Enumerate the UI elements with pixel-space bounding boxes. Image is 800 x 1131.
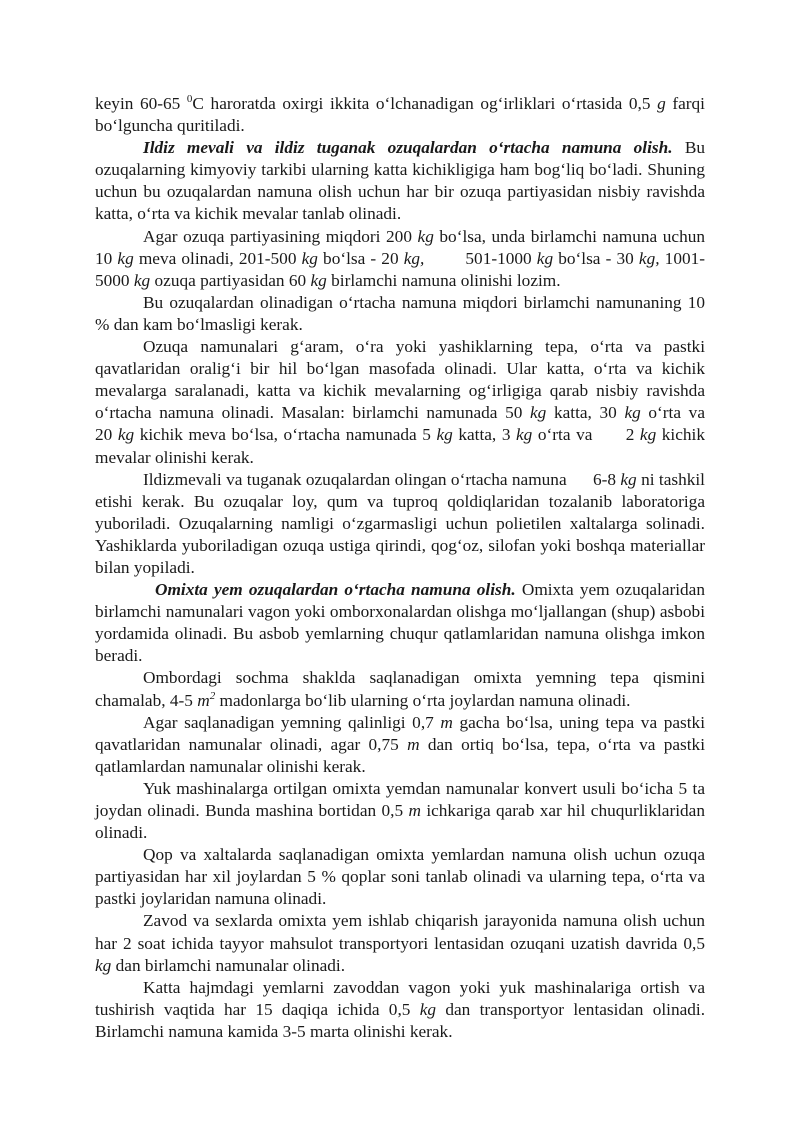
unit: kg, <box>638 248 660 268</box>
unit: kg, <box>403 248 425 268</box>
degree-superscript: 0 <box>186 93 193 106</box>
text: bo‘lsa, unda birlamchi namuna uchun 10 <box>95 226 705 268</box>
square-superscript: 2 <box>209 689 216 702</box>
unit: kg <box>301 248 318 268</box>
unit: g <box>657 94 666 113</box>
text: katta, 30 <box>546 403 625 423</box>
paragraph-drying <box>95 93 705 137</box>
unit: m <box>408 801 421 820</box>
unit: kg <box>530 403 547 423</box>
unit: m <box>197 690 210 710</box>
unit: kg <box>536 248 554 268</box>
paragraph-root-crops <box>95 137 705 225</box>
text: ozuqa partiyasidan 60 <box>150 270 311 290</box>
paragraph-thickness <box>95 712 705 778</box>
text: gacha bo‘lsa, uning tepa va pastki qavatlaridan namunalar olinadi, agar 0,75 <box>95 712 705 754</box>
unit: kg <box>133 270 151 290</box>
document-page <box>95 93 731 1043</box>
unit: kg <box>624 403 641 423</box>
text: o‘rta va 20 <box>95 403 731 445</box>
text: keyin 60-65 <box>95 94 187 113</box>
paragraph-batch-size <box>95 226 705 292</box>
text: farqi bo‘lguncha quritiladi. <box>95 94 705 136</box>
paragraph-trucks <box>95 778 705 844</box>
text: Omixta yem ozuqalaridan birlamchi namunalari vagon yoki omborxonalardan olishga mo‘ljallangan (shup) asbobi yordamida olinadi. Bu asbob yemlarning chuqur qatlamlaridan namuna olishga imkon beradi. <box>95 580 705 666</box>
text: meva olinadi, 201-500 <box>133 248 302 268</box>
text: Bu ozuqalarning kimyoviy tarkibi ularning katta kichikligiga ham bog‘liq bo‘ladi. Shuning uchun bu ozuqalardan namuna olish uchun har bir ozuqa partiyasidan nisbiy ravishda katta, o‘rta va kichik mevalar tanlab olinadi. <box>95 138 705 224</box>
paragraph-warehouse <box>95 667 705 711</box>
paragraph-bags: Qop va xaltalarda saqlanadigan omixta yemlardan namuna olish uchun ozuqa partiyasidan har xil joylardan 5 % qoplar soni tanlab olinadi va ularning tepa, o‘rta va pastki joylaridan namuna olinadi. <box>95 845 705 909</box>
text: 501-1000 <box>424 248 537 268</box>
text: Ombordagi sochma shaklda saqlanadigan omixta yemning tepa qismini chamalab, 4-5 <box>95 668 705 710</box>
text: Ildizmevali va tuganak ozuqalardan olingan o‘rtacha namuna 6-8 <box>143 469 621 489</box>
paragraph-factory <box>95 910 705 976</box>
unit: m <box>440 712 453 732</box>
text: ichkariga qarab xar hil chuqurliklaridan olinadi. <box>95 801 705 843</box>
text: Zavod va sexlarda omixta yem ishlab chiqarish jarayonida namuna olish uchun har 2 soat ichida tayyor mahsulot transportyori lentasidan ozuqani uzatish davrida 0,5 <box>95 911 705 953</box>
text: o‘rta va 2 <box>532 425 640 445</box>
text: C haroratda oxirgi ikkita o‘lchanadigan og‘irliklari o‘rtasida 0,5 <box>192 94 658 113</box>
text: Ozuqa namunalari g‘aram, o‘ra yoki yashiklarning tepa, o‘rta va pastki qavatlaridan oralig‘i bir hil bo‘lgan masofada olinadi. Ular katta, o‘rta va kichik mevalarga saralanadi, katta va kichik mevalarning og‘irligiga qarab nisbiy ravishda o‘rtacha namuna olinadi. Masalan: birlamchi namunada 50 <box>95 337 705 423</box>
unit: kg <box>620 469 637 489</box>
text: 1001-5000 <box>95 248 705 290</box>
text: madonlarga bo‘lib ularning o‘rta joylardan namuna olinadi. <box>215 690 631 710</box>
unit: kg <box>419 999 437 1019</box>
text: kichik meva bo‘lsa, o‘rtacha namunada 5 <box>134 425 437 445</box>
text: birlamchi namuna olinishi lozim. <box>326 270 561 290</box>
unit: kg <box>436 425 453 445</box>
text: katta, 3 <box>452 425 517 445</box>
paragraph-loading <box>95 977 705 1043</box>
paragraph-compound-feed <box>95 579 705 667</box>
text: dan ortiq bo‘lsa, tepa, o‘rta va pastki qatlamlardan namunalar olinishi kerak. <box>95 734 706 776</box>
unit: kg <box>95 955 112 975</box>
section-heading: Omixta yem ozuqalardan o‘rtacha namuna olish. <box>155 580 516 600</box>
unit: m <box>407 734 420 754</box>
text: dan birlamchi namunalar olinadi. <box>111 955 346 975</box>
text: dan transportyor lentasidan olinadi. Birlamchi namuna kamida 3-5 marta olinishi kerak. <box>95 999 706 1041</box>
text: kichik mevalar olinishi kerak. <box>95 425 705 467</box>
unit: kg <box>639 425 657 445</box>
text: Agar ozuqa partiyasining miqdori 200 <box>143 226 418 246</box>
paragraph-packaging <box>95 469 705 579</box>
unit: kg <box>516 425 533 445</box>
unit: kg <box>117 248 134 268</box>
paragraph-sample-amount: Bu ozuqalardan olinadigan o‘rtacha namuna miqdori birlamchi namunaning 10 % dan kam bo‘lmasligi kerak. <box>95 292 705 334</box>
text: ni tashkil etishi kerak. Bu ozuqalar loy, qum va tuproq qoldiqlaridan tozalanib laboratoriga yuboriladi. Ozuqalarning namligi o‘zgarmasligi uchun polietilen xaltalarga solinadi. Yashiklarda yuboriladigan ozuqa ustiga qirindi, qog‘oz, silofan yoki boshqa materiallar bilan yopiladi. <box>95 469 705 577</box>
unit: kg <box>117 425 135 445</box>
text: bo‘lsa - 30 <box>553 248 639 268</box>
section-heading: Ildiz mevali va ildiz tuganak ozuqalardan o‘rtacha namuna olish. <box>143 138 673 158</box>
text: bo‘lsa - 20 <box>317 248 404 268</box>
unit: kg <box>310 270 327 290</box>
text: Agar saqlanadigan yemning qalinligi 0,7 <box>143 712 441 732</box>
unit: kg <box>417 226 434 246</box>
text: Yuk mashinalarga ortilgan omixta yemdan namunalar konvert usuli bo‘icha 5 ta joydan olinadi. Bunda mashina bortidan 0,5 <box>95 778 705 820</box>
text: Katta hajmdagi yemlarni zavoddan vagon yoki yuk mashinalariga ortish va tushirish vaqtida har 15 daqiqa ichida 0,5 <box>95 977 705 1019</box>
paragraph-storage-sampling <box>95 336 731 469</box>
